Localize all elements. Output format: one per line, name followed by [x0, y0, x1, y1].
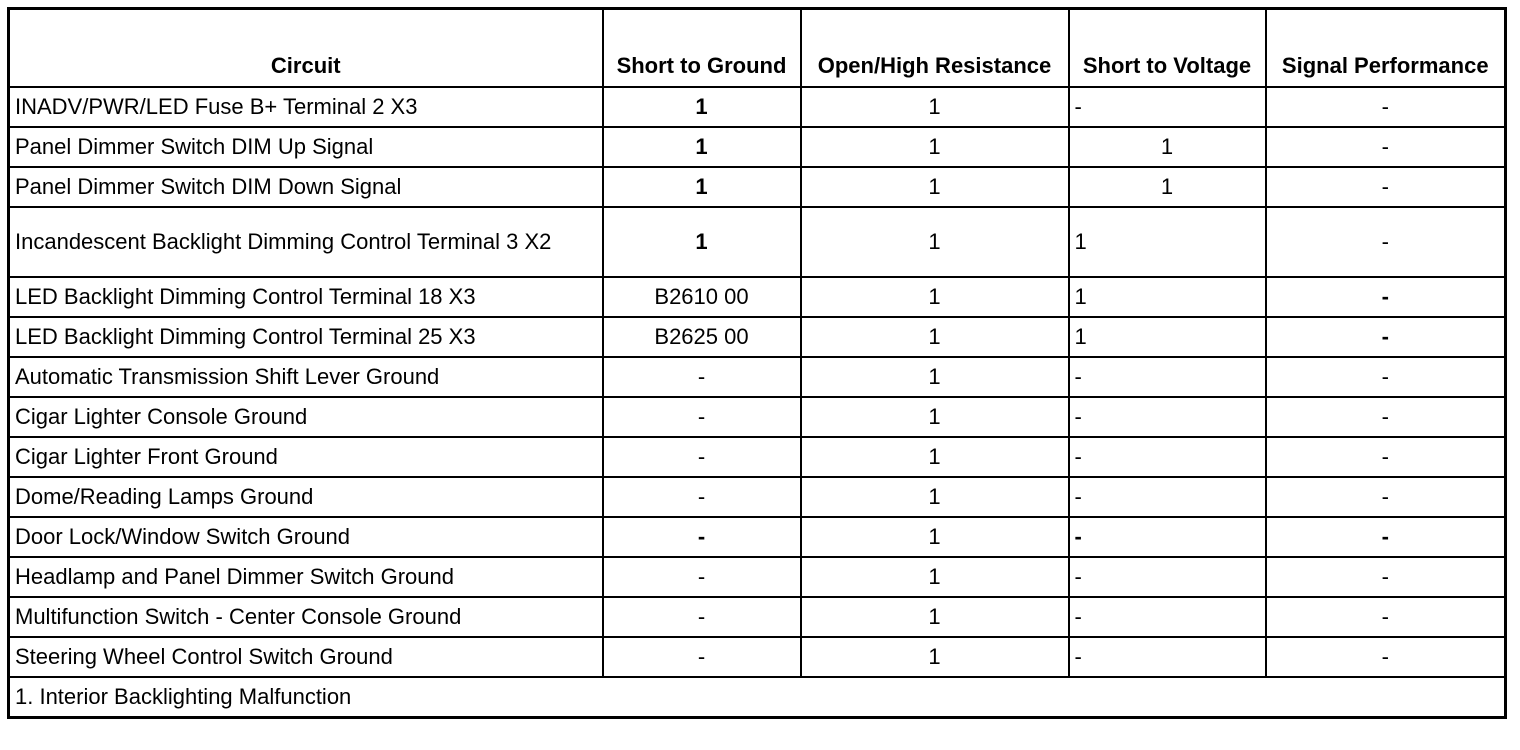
table-row	[9, 207, 1506, 277]
table-row	[9, 167, 1506, 207]
table-row	[9, 277, 1506, 317]
circuit-cell: Cigar Lighter Console Ground	[9, 397, 603, 437]
short-to-ground-cell: 1	[603, 127, 801, 167]
short-to-ground-cell: -	[603, 517, 801, 557]
short-to-ground-cell: -	[603, 597, 801, 637]
signal-performance-cell: -	[1266, 317, 1506, 357]
short-to-ground-cell: B2610 00	[603, 277, 801, 317]
short-to-ground-cell: -	[603, 397, 801, 437]
signal-performance-cell: -	[1266, 167, 1506, 207]
signal-performance-cell: -	[1266, 557, 1506, 597]
table-row	[9, 597, 1506, 637]
short-to-voltage-cell: -	[1069, 87, 1266, 127]
header-row	[9, 9, 1506, 88]
short-to-voltage-cell: -	[1069, 437, 1266, 477]
signal-performance-cell: -	[1266, 597, 1506, 637]
short-to-voltage-cell: -	[1069, 397, 1266, 437]
short-to-voltage-cell: -	[1069, 597, 1266, 637]
signal-performance-cell: -	[1266, 397, 1506, 437]
circuit-cell: Multifunction Switch - Center Console Ground	[9, 597, 603, 637]
open-high-resistance-cell: 1	[801, 277, 1069, 317]
signal-performance-cell: -	[1266, 517, 1506, 557]
circuit-cell: Incandescent Backlight Dimming Control Terminal 3 X2	[9, 207, 603, 277]
open-high-resistance-cell: 1	[801, 477, 1069, 517]
footnote: 1. Interior Backlighting Malfunction	[9, 677, 1506, 718]
short-to-ground-cell: 1	[603, 207, 801, 277]
short-to-ground-cell: 1	[603, 87, 801, 127]
signal-performance-cell: -	[1266, 207, 1506, 277]
signal-performance-cell: -	[1266, 127, 1506, 167]
circuit-cell: Door Lock/Window Switch Ground	[9, 517, 603, 557]
signal-performance-cell: -	[1266, 357, 1506, 397]
open-high-resistance-cell: 1	[801, 557, 1069, 597]
header-short-to-ground: Short to Ground	[603, 9, 801, 88]
open-high-resistance-cell: 1	[801, 167, 1069, 207]
footnote-row	[9, 677, 1506, 718]
open-high-resistance-cell: 1	[801, 87, 1069, 127]
table-row	[9, 127, 1506, 167]
table-row	[9, 437, 1506, 477]
signal-performance-cell: -	[1266, 637, 1506, 677]
circuit-table-container	[7, 7, 1507, 719]
short-to-voltage-cell: 1	[1069, 277, 1266, 317]
table-row	[9, 637, 1506, 677]
circuit-cell: Steering Wheel Control Switch Ground	[9, 637, 603, 677]
table-row	[9, 397, 1506, 437]
header-circuit: Circuit	[9, 9, 603, 88]
short-to-voltage-cell: -	[1069, 557, 1266, 597]
circuit-cell: LED Backlight Dimming Control Terminal 18 X3	[9, 277, 603, 317]
circuit-cell: INADV/PWR/LED Fuse B+ Terminal 2 X3	[9, 87, 603, 127]
open-high-resistance-cell: 1	[801, 127, 1069, 167]
open-high-resistance-cell: 1	[801, 437, 1069, 477]
signal-performance-cell: -	[1266, 87, 1506, 127]
signal-performance-cell: -	[1266, 437, 1506, 477]
header-signal-performance: Signal Performance	[1266, 9, 1506, 88]
open-high-resistance-cell: 1	[801, 597, 1069, 637]
circuit-cell: Panel Dimmer Switch DIM Up Signal	[9, 127, 603, 167]
circuit-cell: LED Backlight Dimming Control Terminal 25 X3	[9, 317, 603, 357]
short-to-voltage-cell: 1	[1069, 167, 1266, 207]
short-to-voltage-cell: 1	[1069, 127, 1266, 167]
circuit-cell: Panel Dimmer Switch DIM Down Signal	[9, 167, 603, 207]
short-to-voltage-cell: -	[1069, 357, 1266, 397]
table-row	[9, 477, 1506, 517]
short-to-voltage-cell: -	[1069, 477, 1266, 517]
short-to-ground-cell: -	[603, 557, 801, 597]
table-row	[9, 517, 1506, 557]
open-high-resistance-cell: 1	[801, 317, 1069, 357]
circuit-fault-table	[7, 7, 1507, 719]
short-to-ground-cell: -	[603, 437, 801, 477]
short-to-ground-cell: -	[603, 357, 801, 397]
short-to-ground-cell: -	[603, 477, 801, 517]
table-row	[9, 87, 1506, 127]
short-to-voltage-cell: 1	[1069, 317, 1266, 357]
circuit-cell: Automatic Transmission Shift Lever Ground	[9, 357, 603, 397]
short-to-ground-cell: B2625 00	[603, 317, 801, 357]
table-row	[9, 317, 1506, 357]
open-high-resistance-cell: 1	[801, 357, 1069, 397]
short-to-voltage-cell: -	[1069, 517, 1266, 557]
signal-performance-cell: -	[1266, 477, 1506, 517]
open-high-resistance-cell: 1	[801, 397, 1069, 437]
short-to-ground-cell: -	[603, 637, 801, 677]
short-to-voltage-cell: 1	[1069, 207, 1266, 277]
signal-performance-cell: -	[1266, 277, 1506, 317]
circuit-cell: Dome/Reading Lamps Ground	[9, 477, 603, 517]
circuit-cell: Headlamp and Panel Dimmer Switch Ground	[9, 557, 603, 597]
short-to-ground-cell: 1	[603, 167, 801, 207]
open-high-resistance-cell: 1	[801, 207, 1069, 277]
header-short-to-voltage: Short to Voltage	[1069, 9, 1266, 88]
circuit-cell: Cigar Lighter Front Ground	[9, 437, 603, 477]
open-high-resistance-cell: 1	[801, 517, 1069, 557]
header-open-high-resistance: Open/High Resistance	[801, 9, 1069, 88]
table-row	[9, 557, 1506, 597]
short-to-voltage-cell: -	[1069, 637, 1266, 677]
table-row	[9, 357, 1506, 397]
open-high-resistance-cell: 1	[801, 637, 1069, 677]
